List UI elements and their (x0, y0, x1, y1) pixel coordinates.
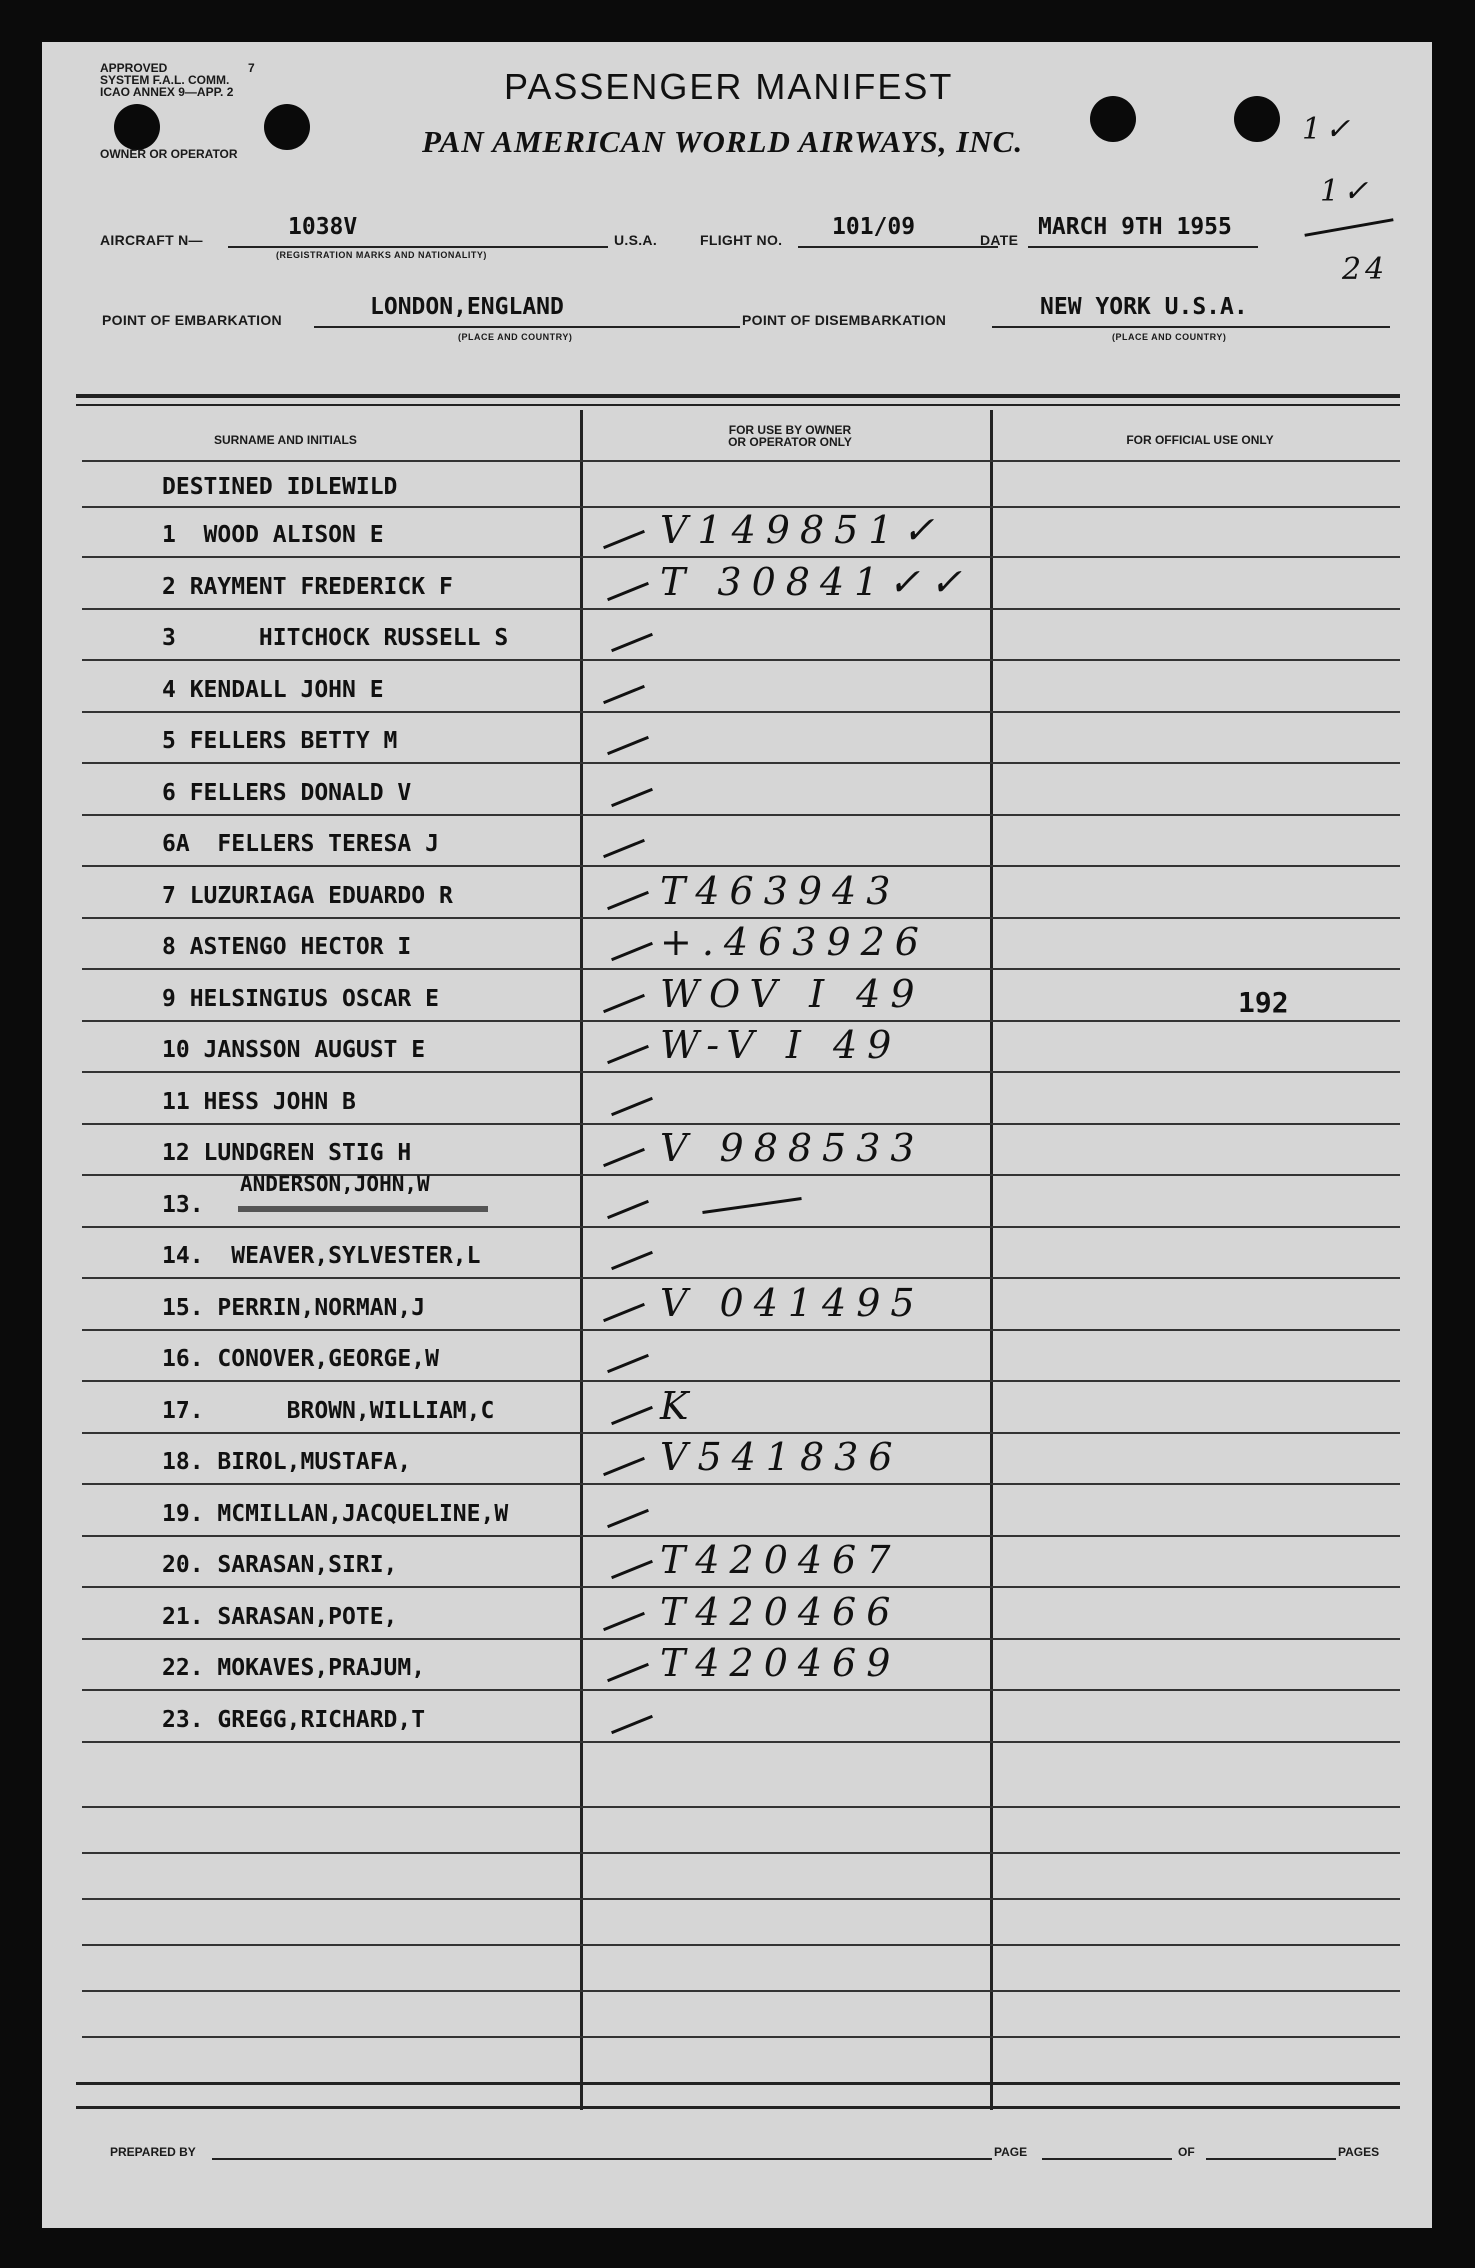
row-rule (82, 1020, 1400, 1022)
ticket-number: WOV I 49 (660, 972, 925, 1016)
passenger-name: 5 FELLERS BETTY M (162, 728, 398, 754)
passenger-name: 21. SARASAN,POTE, (162, 1604, 398, 1630)
check-mark (603, 1303, 645, 1322)
passenger-name: 18. BIROL,MUSTAFA, (162, 1449, 412, 1475)
passenger-name: 8 ASTENGO HECTOR I (162, 934, 412, 960)
passenger-name: 6A FELLERS TERESA J (162, 831, 439, 857)
check-mark (611, 942, 653, 961)
row-rule (82, 1806, 1400, 1808)
punch-hole (264, 104, 310, 150)
check-mark (607, 582, 649, 601)
check-mark (611, 788, 653, 807)
table-top-rule (76, 394, 1400, 398)
flight-date: MARCH 9TH 1955 (1038, 214, 1232, 240)
row-rule (82, 608, 1400, 610)
check-mark (607, 891, 649, 910)
embark-label: POINT OF EMBARKATION (102, 312, 282, 328)
fill-line (1028, 246, 1258, 248)
passenger-name: 7 LUZURIAGA EDUARDO R (162, 883, 453, 909)
check-mark (603, 1148, 645, 1167)
approval-line: APPROVED (100, 61, 168, 75)
ticket-number: V 041495 (660, 1281, 925, 1325)
table-top-rule (76, 404, 1400, 406)
approval-line: SYSTEM F.A.L. COMM. (100, 73, 230, 87)
erased-name (238, 1206, 488, 1212)
row-rule (82, 556, 1400, 558)
ticket-number: W-V I 49 (660, 1023, 902, 1067)
ticket-number: T420469 (660, 1641, 901, 1685)
check-mark (611, 1406, 653, 1425)
row-rule (82, 1741, 1400, 1743)
passenger-name: 13. (162, 1192, 204, 1218)
passenger-name: 22. MOKAVES,PRAJUM, (162, 1655, 426, 1681)
check-mark (607, 1354, 649, 1373)
row-rule (82, 1638, 1400, 1640)
passenger-name: 19. MCMILLAN,JACQUELINE,W (162, 1501, 509, 1527)
check-mark (603, 685, 645, 704)
row-rule (82, 1226, 1400, 1228)
row-rule (82, 762, 1400, 764)
row-rule (82, 1483, 1400, 1485)
disembark-place: NEW YORK U.S.A. (1040, 294, 1248, 320)
check-mark (607, 1509, 649, 1528)
disembark-caption: (PLACE AND COUNTRY) (1112, 332, 1227, 342)
manifest-page (42, 42, 1432, 2228)
fill-line (314, 326, 740, 328)
passenger-name-correction: ANDERSON,JOHN,W (240, 1172, 430, 1196)
fill-line (992, 326, 1390, 328)
punch-hole (114, 104, 160, 150)
date-label: DATE (980, 232, 1019, 248)
flight-number: 101/09 (832, 214, 916, 240)
prepared-by-label: PREPARED BY (110, 2145, 196, 2159)
approval-superscript: 7 (248, 61, 255, 75)
disembark-label: POINT OF DISEMBARKATION (742, 312, 947, 328)
crossed-out-ticket (702, 1197, 801, 1214)
row-rule (82, 1944, 1400, 1946)
ticket-number: V149851✓ (660, 508, 945, 552)
official-entry: 192 (1238, 986, 1289, 1019)
ticket-number: V541836 (660, 1435, 903, 1479)
column-divider (580, 410, 583, 2110)
ticket-number: T463943 (660, 869, 901, 913)
passenger-name: 9 HELSINGIUS OSCAR E (162, 986, 439, 1012)
margin-underline (1304, 218, 1393, 237)
passenger-name: 4 KENDALL JOHN E (162, 677, 384, 703)
row-rule (82, 460, 1400, 462)
row-rule (82, 1990, 1400, 1992)
margin-mark: 1✓ (1320, 174, 1373, 209)
passenger-name: 11 HESS JOHN B (162, 1089, 356, 1115)
check-mark (607, 1663, 649, 1682)
check-mark (607, 1200, 649, 1219)
row-rule (82, 1898, 1400, 1900)
check-mark (611, 1251, 653, 1270)
ticket-number: T420466 (660, 1590, 901, 1634)
row-rule (82, 2036, 1400, 2038)
fill-line (228, 246, 608, 248)
column-header-operator: FOR USE BY OWNER OR OPERATOR ONLY (728, 423, 852, 449)
pages-label: PAGES (1338, 2145, 1380, 2159)
punch-hole (1090, 96, 1136, 142)
page-label: PAGE (994, 2145, 1028, 2159)
check-mark (603, 839, 645, 858)
passenger-name: 3 HITCHOCK RUSSELL S (162, 625, 509, 651)
flight-label: FLIGHT NO. (700, 232, 783, 248)
registration-caption: (REGISTRATION MARKS AND NATIONALITY) (276, 250, 487, 260)
page-title: PASSENGER MANIFEST (504, 66, 954, 107)
row-rule (82, 1852, 1400, 1854)
row-rule (82, 1277, 1400, 1279)
ticket-number: T420467 (660, 1538, 901, 1582)
row-rule (82, 968, 1400, 970)
row-rule (82, 1535, 1400, 1537)
passenger-name: 15. PERRIN,NORMAN,J (162, 1295, 426, 1321)
passenger-name: 2 RAYMENT FREDERICK F (162, 574, 453, 600)
aircraft-number: 1038V (288, 214, 358, 240)
check-mark (607, 1045, 649, 1064)
fill-line (1042, 2158, 1172, 2160)
approval-block (100, 62, 233, 98)
ticket-number: V 988533 (660, 1126, 925, 1170)
column-header-official: FOR OFFICIAL USE ONLY (1126, 433, 1274, 447)
check-mark (611, 1560, 653, 1579)
embark-place: LONDON,ENGLAND (370, 294, 564, 320)
fill-line (1206, 2158, 1336, 2160)
row-rule (82, 814, 1400, 816)
passenger-name: 17. BROWN,WILLIAM,C (162, 1398, 495, 1424)
row-rule (82, 1689, 1400, 1691)
passenger-name: 16. CONOVER,GEORGE,W (162, 1346, 439, 1372)
margin-mark: 1✓ (1302, 112, 1355, 147)
passenger-name: 1 WOOD ALISON E (162, 522, 384, 548)
passenger-name: 20. SARASAN,SIRI, (162, 1552, 398, 1578)
embark-caption: (PLACE AND COUNTRY) (458, 332, 573, 342)
check-mark (611, 1715, 653, 1734)
passenger-name: 6 FELLERS DONALD V (162, 780, 412, 806)
check-mark (603, 994, 645, 1013)
row-rule (82, 1329, 1400, 1331)
aircraft-label: AIRCRAFT N— (100, 232, 203, 248)
check-mark (603, 1612, 645, 1631)
check-mark (603, 530, 645, 549)
row-rule (82, 865, 1400, 867)
owner-label: OWNER OR OPERATOR (100, 147, 238, 161)
check-mark (611, 1097, 653, 1116)
row-rule (82, 659, 1400, 661)
punch-hole (1234, 96, 1280, 142)
passenger-name: 14. WEAVER,SYLVESTER,L (162, 1243, 481, 1269)
row-rule (82, 1071, 1400, 1073)
passenger-name: 12 LUNDGREN STIG H (162, 1140, 412, 1166)
fill-line (798, 246, 998, 248)
ticket-number: T 30841✓✓ (660, 560, 972, 604)
approval-line: ICAO ANNEX 9—APP. 2 (100, 85, 234, 99)
row-rule (82, 1586, 1400, 1588)
fill-line (212, 2158, 992, 2160)
destination-line: DESTINED IDLEWILD (162, 474, 398, 500)
row-rule (82, 1432, 1400, 1434)
table-bottom-rule (76, 2106, 1400, 2109)
check-mark (611, 633, 653, 652)
of-label: OF (1178, 2145, 1195, 2159)
column-divider (990, 410, 993, 2110)
ticket-number: +.463926 (660, 920, 929, 964)
column-header-surname: SURNAME AND INITIALS (214, 433, 357, 447)
row-rule (82, 917, 1400, 919)
ticket-number: K (660, 1384, 699, 1428)
row-rule (82, 1380, 1400, 1382)
row-rule (82, 711, 1400, 713)
table-bottom-rule (76, 2082, 1400, 2085)
passenger-name: 10 JANSSON AUGUST E (162, 1037, 426, 1063)
row-rule (82, 1123, 1400, 1125)
check-mark (603, 1457, 645, 1476)
passenger-name: 23. GREGG,RICHARD,T (162, 1707, 426, 1733)
usa-label: U.S.A. (614, 232, 658, 248)
check-mark (607, 736, 649, 755)
company-name: PAN AMERICAN WORLD AIRWAYS, INC. (422, 124, 1024, 159)
margin-mark: 24 (1342, 252, 1389, 287)
